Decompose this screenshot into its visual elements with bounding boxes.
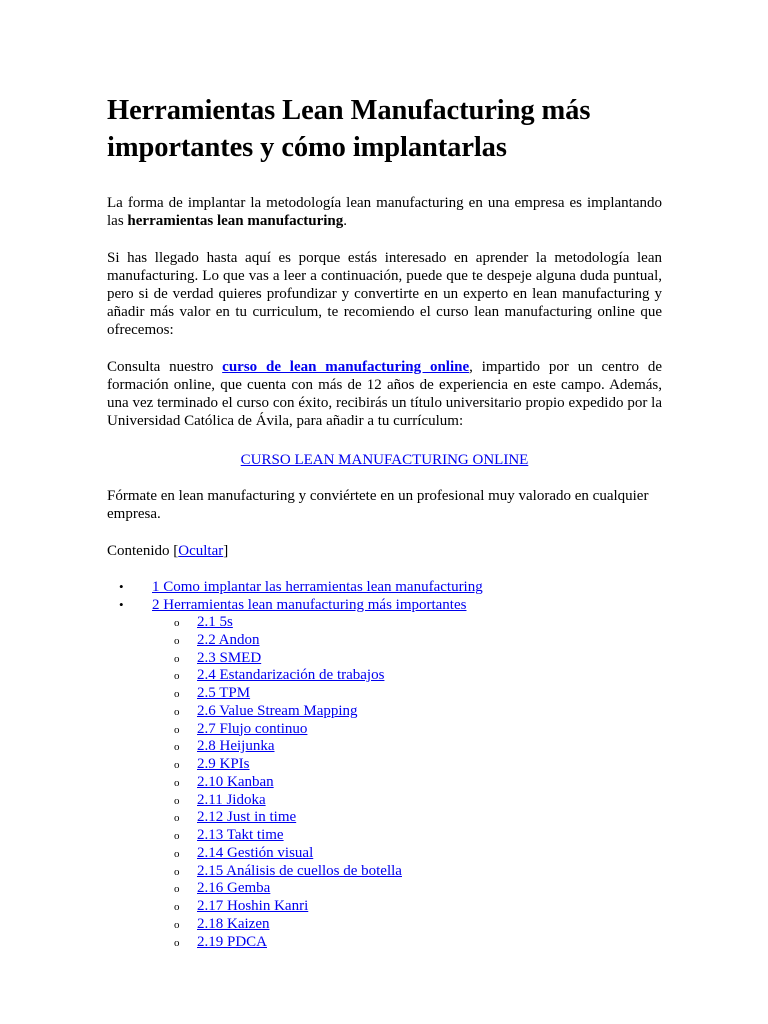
consulta-after: , impartido por un centro de formación online, que cuenta con más de 12 años de experiencia en este campo. Además, una vez terminado el curso con éxito, recibirás un título universitario propio expedido por la Universidad Católica de Ávila, para añadir a tu currículum:	[107, 359, 662, 429]
toc-subitem	[152, 809, 662, 827]
toc-sublink[interactable]: 2.5 TPM	[197, 685, 251, 701]
toc-subitem	[152, 650, 662, 668]
cta-paragraph	[107, 451, 662, 469]
circle-bullet-icon: o	[174, 617, 180, 629]
circle-bullet-icon: o	[174, 865, 180, 878]
toc-sublink[interactable]: 2.13 Takt time	[197, 827, 284, 843]
toc-subitem	[152, 845, 662, 863]
course-link[interactable]: curso de lean manufacturing online	[222, 359, 470, 375]
toc-subitem	[152, 916, 662, 934]
toc-subitem	[152, 827, 662, 845]
toc-sublink[interactable]: 2.17 Hoshin Kanri	[197, 898, 309, 914]
toc-sublink[interactable]: 2.4 Estandarización de trabajos	[197, 667, 385, 684]
toc-subitem	[152, 632, 662, 650]
toc-sublink[interactable]: 2.6 Value Stream Mapping	[197, 702, 358, 719]
toc-subitem	[152, 774, 662, 792]
document-page	[107, 92, 662, 951]
toc-hide-toggle[interactable]: Ocultar	[178, 543, 224, 559]
toc-sublink[interactable]: 2.19 PDCA	[197, 933, 268, 950]
circle-bullet-icon: o	[174, 883, 180, 896]
toc-subitem	[152, 738, 662, 756]
toc-item	[107, 578, 662, 596]
toc-sublink[interactable]: 2.16 Gemba	[197, 880, 271, 897]
toc-sublink[interactable]: 2.12 Just in time	[197, 809, 297, 826]
toc-subitem	[152, 614, 662, 632]
toc-subitem	[152, 721, 662, 739]
intro-end: .	[343, 213, 347, 229]
toc-sublist	[152, 614, 662, 951]
bullet-icon: •	[119, 597, 124, 612]
toc-subitem	[152, 667, 662, 685]
intro-paragraph	[107, 194, 662, 230]
toc-label-close: ]	[223, 543, 229, 559]
intro-bold-text: herramientas lean manufacturing	[127, 213, 344, 229]
formate-paragraph: Fórmate en lean manufacturing y conviértete en un profesional muy valorado en cualquier empresa.	[107, 488, 649, 522]
circle-bullet-icon: o	[174, 759, 180, 771]
toc-subitem	[152, 703, 662, 721]
toc-sublink[interactable]: 2.10 Kanban	[197, 773, 274, 790]
toc-subitem	[152, 863, 662, 881]
cta-course-link[interactable]: CURSO LEAN MANUFACTURING ONLINE	[240, 452, 529, 468]
toc-sublink[interactable]: 2.7 Flujo continuo	[197, 720, 308, 737]
llegado-paragraph: Si has llegado hasta aquí es porque estás interesado en aprender la metodología lean manufacturing. Lo que vas a leer a continuación, puede que te despeje alguna duda puntual, pero si de verdad quieres profundizar y convertirte en un experto en lean manufacturing y añadir más valor en tu curriculum, te recomiendo el curso lean manufacturing online que ofrecemos:	[107, 250, 662, 338]
toc-sublink[interactable]: 2.14 Gestión visual	[197, 844, 314, 861]
circle-bullet-icon: o	[174, 847, 180, 860]
toc-subitem	[152, 898, 662, 916]
circle-bullet-icon: o	[174, 652, 180, 665]
toc-subitem	[152, 756, 662, 774]
toc-item	[107, 596, 662, 951]
toc-sublink[interactable]: 2.9 KPIs	[197, 756, 250, 772]
circle-bullet-icon: o	[174, 688, 180, 700]
circle-bullet-icon: o	[174, 794, 180, 807]
toc-subitem	[152, 880, 662, 898]
circle-bullet-icon: o	[174, 830, 180, 842]
circle-bullet-icon: o	[174, 918, 180, 931]
toc-subitem	[152, 934, 662, 952]
toc-subitem	[152, 685, 662, 703]
circle-bullet-icon: o	[174, 670, 180, 683]
toc-link[interactable]: 1 Como implantar las herramientas lean manufacturing	[152, 579, 483, 595]
toc-sublink[interactable]: 2.2 Andon	[197, 631, 260, 648]
circle-bullet-icon: o	[174, 741, 180, 754]
toc-label: Contenido [	[107, 543, 179, 559]
circle-bullet-icon: o	[174, 901, 180, 913]
consulta-before: Consulta nuestro	[107, 359, 223, 375]
circle-bullet-icon: o	[174, 812, 180, 825]
toc-sublink[interactable]: 2.18 Kaizen	[197, 915, 270, 932]
circle-bullet-icon: o	[174, 705, 180, 718]
toc-sublink[interactable]: 2.1 5s	[197, 614, 233, 630]
toc-sublink[interactable]: 2.8 Heijunka	[197, 738, 275, 755]
circle-bullet-icon: o	[174, 776, 180, 789]
page-title: Herramientas Lean Manufacturing más importantes y cómo implantarlas	[107, 95, 591, 163]
toc-sublink[interactable]: 2.15 Análisis de cuellos de botella	[197, 862, 402, 879]
circle-bullet-icon: o	[174, 936, 180, 949]
toc-sublink[interactable]: 2.3 SMED	[197, 649, 262, 666]
toc-link[interactable]: 2 Herramientas lean manufacturing más importantes	[152, 597, 467, 613]
toc-subitem	[152, 792, 662, 810]
circle-bullet-icon: o	[174, 723, 180, 736]
bullet-icon: •	[119, 579, 124, 594]
consulta-paragraph	[107, 358, 662, 430]
toc-sublink[interactable]: 2.11 Jidoka	[197, 791, 266, 808]
toc-header	[107, 542, 662, 560]
circle-bullet-icon: o	[174, 634, 180, 647]
intro-text: La forma de implantar la metodología lean manufacturing en una empresa es implantando las	[107, 195, 662, 229]
table-of-contents	[107, 578, 662, 951]
